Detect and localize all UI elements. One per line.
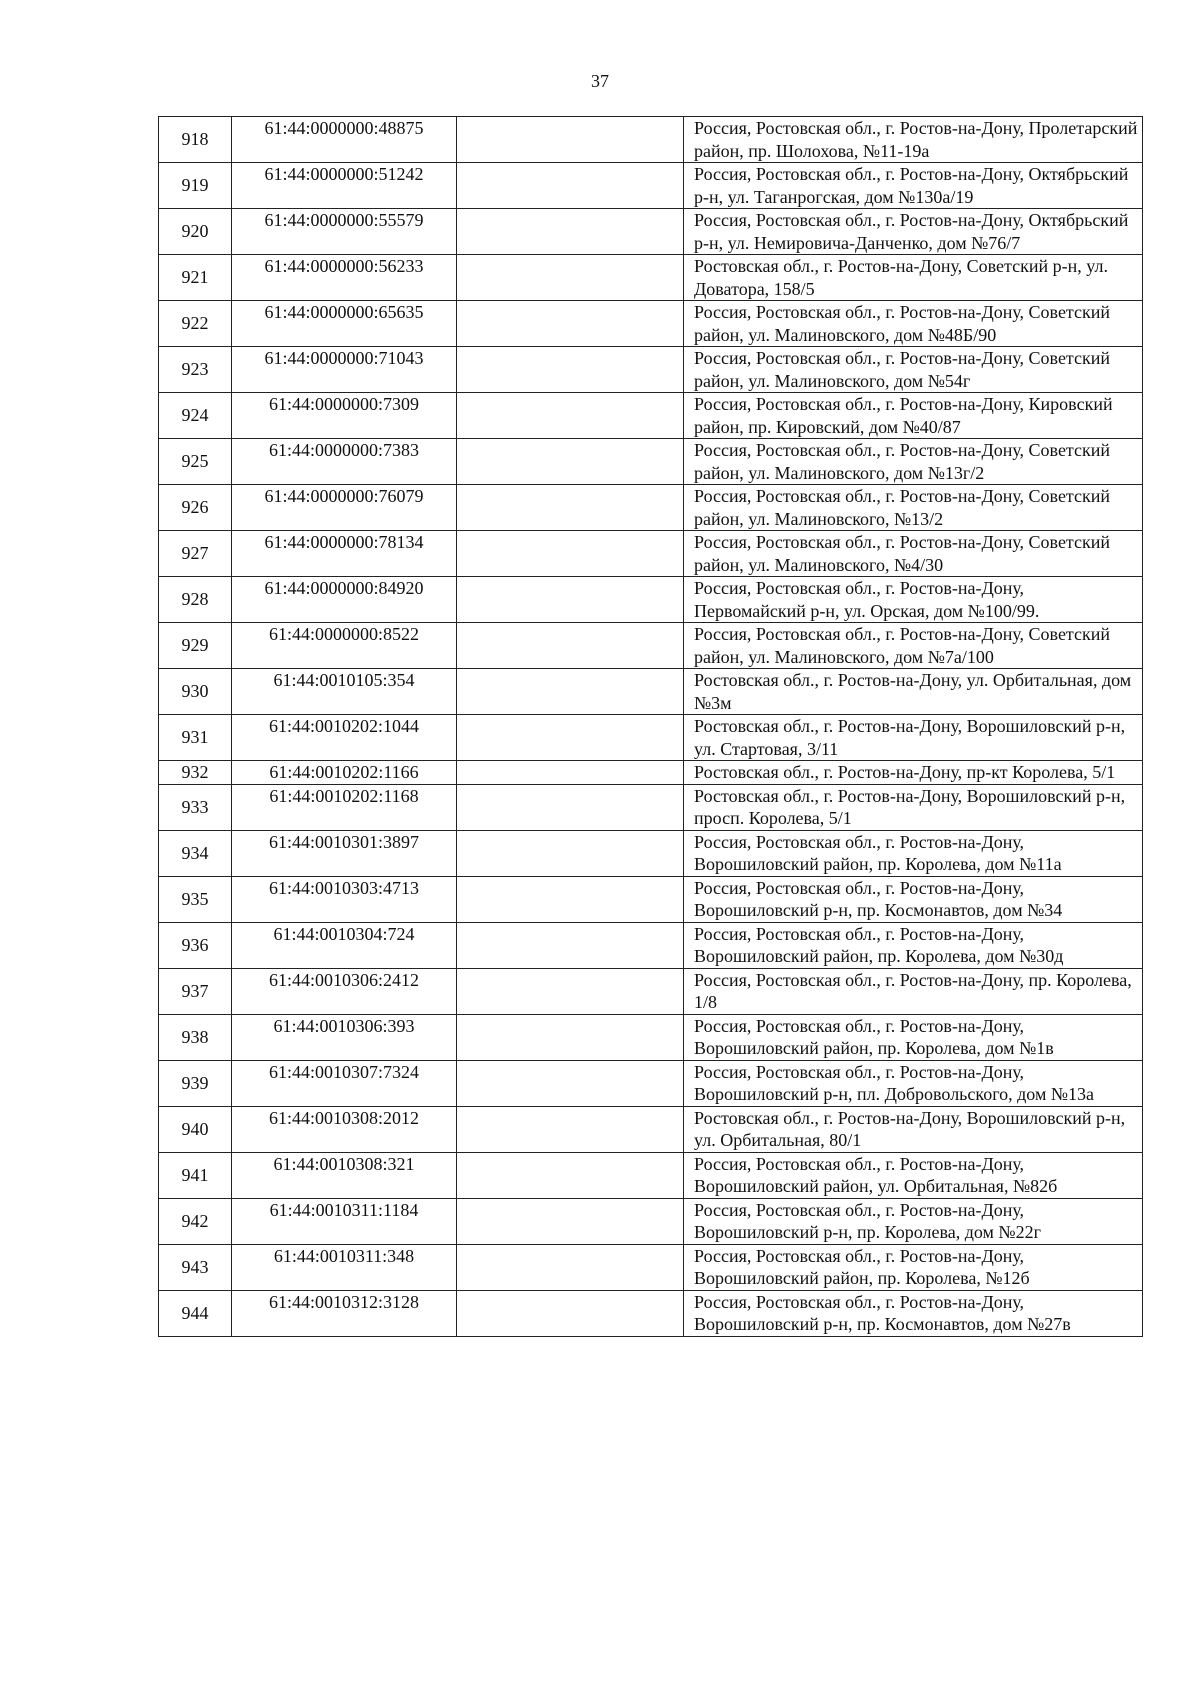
row-number-cell: 929 — [159, 623, 232, 669]
blank-cell — [457, 784, 684, 830]
page-number: 37 — [591, 71, 609, 91]
address-cell: Ростовская обл., г. Ростов-на-Дону, пр-кт Королева, 5/1 — [684, 761, 1143, 785]
table-row — [159, 117, 1143, 163]
table-row — [159, 301, 1143, 347]
cadastral-number-cell: 61:44:0000000:51242 — [232, 163, 457, 209]
blank-cell — [457, 577, 684, 623]
address-cell: Россия, Ростовская обл., г. Ростов-на-Дону, Советский район, ул. Малиновского, №4/30 — [684, 531, 1143, 577]
table-row — [159, 347, 1143, 393]
address-cell: Ростовская обл., г. Ростов-на-Дону, Ворошиловский р-н, ул. Стартовая, 3/11 — [684, 715, 1143, 761]
cadastral-number-cell: 61:44:0010306:2412 — [232, 968, 457, 1014]
table-row — [159, 968, 1143, 1014]
table-row — [159, 1152, 1143, 1198]
cadastral-number-cell: 61:44:0000000:7383 — [232, 439, 457, 485]
row-number-cell: 944 — [159, 1290, 232, 1336]
blank-cell — [457, 255, 684, 301]
cadastral-number-cell: 61:44:0010202:1166 — [232, 761, 457, 785]
row-number-cell: 923 — [159, 347, 232, 393]
blank-cell — [457, 347, 684, 393]
row-number-cell: 925 — [159, 439, 232, 485]
registry-table-body — [159, 117, 1143, 1337]
table-row — [159, 531, 1143, 577]
table-row — [159, 922, 1143, 968]
table-row — [159, 1106, 1143, 1152]
address-cell: Россия, Ростовская обл., г. Ростов-на-Дону, Ворошиловский район, пр. Королева, №12б — [684, 1244, 1143, 1290]
table-row — [159, 393, 1143, 439]
blank-cell — [457, 485, 684, 531]
address-cell: Россия, Ростовская обл., г. Ростов-на-Дону, Ворошиловский район, пр. Королева, дом №11а — [684, 830, 1143, 876]
blank-cell — [457, 1106, 684, 1152]
table-row — [159, 784, 1143, 830]
table-row — [159, 876, 1143, 922]
address-cell: Россия, Ростовская обл., г. Ростов-на-Дону, Советский район, ул. Малиновского, дом №13г/2 — [684, 439, 1143, 485]
row-number-cell: 939 — [159, 1060, 232, 1106]
blank-cell — [457, 531, 684, 577]
address-cell: Ростовская обл., г. Ростов-на-Дону, Советский р-н, ул. Доватора, 158/5 — [684, 255, 1143, 301]
blank-cell — [457, 439, 684, 485]
cadastral-number-cell: 61:44:0010312:3128 — [232, 1290, 457, 1336]
blank-cell — [457, 301, 684, 347]
address-cell: Россия, Ростовская обл., г. Ростов-на-Дону, Кировский район, пр. Кировский, дом №40/87 — [684, 393, 1143, 439]
cadastral-number-cell: 61:44:0000000:7309 — [232, 393, 457, 439]
row-number-cell: 924 — [159, 393, 232, 439]
blank-cell — [457, 1198, 684, 1244]
address-cell: Россия, Ростовская обл., г. Ростов-на-Дону, Пролетарский район, пр. Шолохова, №11-19а — [684, 117, 1143, 163]
row-number-cell: 920 — [159, 209, 232, 255]
row-number-cell: 931 — [159, 715, 232, 761]
cadastral-number-cell: 61:44:0010301:3897 — [232, 830, 457, 876]
table-row — [159, 439, 1143, 485]
cadastral-number-cell: 61:44:0010202:1168 — [232, 784, 457, 830]
blank-cell — [457, 623, 684, 669]
address-cell: Россия, Ростовская обл., г. Ростов-на-Дону, Ворошиловский район, пр. Королева, дом №30д — [684, 922, 1143, 968]
table-row — [159, 1060, 1143, 1106]
cadastral-number-cell: 61:44:0010311:348 — [232, 1244, 457, 1290]
blank-cell — [457, 163, 684, 209]
address-cell: Россия, Ростовская обл., г. Ростов-на-Дону, Советский район, ул. Малиновского, дом №7а/100 — [684, 623, 1143, 669]
table-row — [159, 715, 1143, 761]
row-number-cell: 943 — [159, 1244, 232, 1290]
address-cell: Россия, Ростовская обл., г. Ростов-на-Дону, Ворошиловский р-н, пр. Королева, дом №22г — [684, 1198, 1143, 1244]
row-number-cell: 941 — [159, 1152, 232, 1198]
address-cell: Россия, Ростовская обл., г. Ростов-на-Дону, пр. Королева, 1/8 — [684, 968, 1143, 1014]
cadastral-number-cell: 61:44:0000000:65635 — [232, 301, 457, 347]
cadastral-number-cell: 61:44:0010303:4713 — [232, 876, 457, 922]
cadastral-number-cell: 61:44:0000000:84920 — [232, 577, 457, 623]
row-number-cell: 918 — [159, 117, 232, 163]
cadastral-number-cell: 61:44:0000000:78134 — [232, 531, 457, 577]
table-row — [159, 1014, 1143, 1060]
address-cell: Ростовская обл., г. Ростов-на-Дону, Ворошиловский р-н, ул. Орбитальная, 80/1 — [684, 1106, 1143, 1152]
row-number-cell: 930 — [159, 669, 232, 715]
address-cell: Россия, Ростовская обл., г. Ростов-на-Дону, Ворошиловский р-н, пр. Космонавтов, дом №27в — [684, 1290, 1143, 1336]
blank-cell — [457, 876, 684, 922]
blank-cell — [457, 1014, 684, 1060]
blank-cell — [457, 968, 684, 1014]
row-number-cell: 940 — [159, 1106, 232, 1152]
cadastral-number-cell: 61:44:0010306:393 — [232, 1014, 457, 1060]
table-row — [159, 623, 1143, 669]
address-cell: Россия, Ростовская обл., г. Ростов-на-Дону, Октябрьский р-н, ул. Таганрогская, дом №130а/19 — [684, 163, 1143, 209]
table-row — [159, 669, 1143, 715]
cadastral-number-cell: 61:44:0000000:48875 — [232, 117, 457, 163]
table-row — [159, 1198, 1143, 1244]
cadastral-number-cell: 61:44:0010311:1184 — [232, 1198, 457, 1244]
table-row — [159, 830, 1143, 876]
row-number-cell: 928 — [159, 577, 232, 623]
blank-cell — [457, 922, 684, 968]
cadastral-number-cell: 61:44:0010308:2012 — [232, 1106, 457, 1152]
cadastral-number-cell: 61:44:0010308:321 — [232, 1152, 457, 1198]
row-number-cell: 919 — [159, 163, 232, 209]
address-cell: Ростовская обл., г. Ростов-на-Дону, ул. Орбитальная, дом №3м — [684, 669, 1143, 715]
address-cell: Россия, Ростовская обл., г. Ростов-на-Дону, Ворошиловский район, ул. Орбитальная, №82б — [684, 1152, 1143, 1198]
row-number-cell: 922 — [159, 301, 232, 347]
row-number-cell: 942 — [159, 1198, 232, 1244]
table-row — [159, 209, 1143, 255]
blank-cell — [457, 715, 684, 761]
row-number-cell: 933 — [159, 784, 232, 830]
cadastral-number-cell: 61:44:0000000:56233 — [232, 255, 457, 301]
blank-cell — [457, 830, 684, 876]
cadastral-number-cell: 61:44:0010304:724 — [232, 922, 457, 968]
blank-cell — [457, 1244, 684, 1290]
address-cell: Россия, Ростовская обл., г. Ростов-на-Дону, Советский район, ул. Малиновского, дом №48Б/90 — [684, 301, 1143, 347]
address-cell: Россия, Ростовская обл., г. Ростов-на-Дону, Ворошиловский р-н, пл. Добровольского, дом №13а — [684, 1060, 1143, 1106]
table-row — [159, 485, 1143, 531]
blank-cell — [457, 1290, 684, 1336]
address-cell: Россия, Ростовская обл., г. Ростов-на-Дону, Ворошиловский р-н, пр. Космонавтов, дом №34 — [684, 876, 1143, 922]
blank-cell — [457, 1152, 684, 1198]
row-number-cell: 937 — [159, 968, 232, 1014]
table-row — [159, 1290, 1143, 1336]
row-number-cell: 935 — [159, 876, 232, 922]
address-cell: Россия, Ростовская обл., г. Ростов-на-Дону, Октябрьский р-н, ул. Немировича-Данченко, дом №76/7 — [684, 209, 1143, 255]
table-row — [159, 1244, 1143, 1290]
row-number-cell: 934 — [159, 830, 232, 876]
row-number-cell: 921 — [159, 255, 232, 301]
address-cell: Ростовская обл., г. Ростов-на-Дону, Ворошиловский р-н, просп. Королева, 5/1 — [684, 784, 1143, 830]
row-number-cell: 938 — [159, 1014, 232, 1060]
address-cell: Россия, Ростовская обл., г. Ростов-на-Дону, Советский район, ул. Малиновского, дом №54г — [684, 347, 1143, 393]
blank-cell — [457, 1060, 684, 1106]
cadastral-number-cell: 61:44:0000000:55579 — [232, 209, 457, 255]
blank-cell — [457, 669, 684, 715]
row-number-cell: 936 — [159, 922, 232, 968]
row-number-cell: 932 — [159, 761, 232, 785]
blank-cell — [457, 209, 684, 255]
address-cell: Россия, Ростовская обл., г. Ростов-на-Дону, Ворошиловский район, пр. Королева, дом №1в — [684, 1014, 1143, 1060]
cadastral-number-cell: 61:44:0000000:76079 — [232, 485, 457, 531]
cadastral-number-cell: 61:44:0000000:8522 — [232, 623, 457, 669]
row-number-cell: 927 — [159, 531, 232, 577]
blank-cell — [457, 761, 684, 785]
row-number-cell: 926 — [159, 485, 232, 531]
table-row — [159, 255, 1143, 301]
blank-cell — [457, 117, 684, 163]
table-row — [159, 577, 1143, 623]
cadastral-number-cell: 61:44:0010307:7324 — [232, 1060, 457, 1106]
blank-cell — [457, 393, 684, 439]
cadastral-number-cell: 61:44:0000000:71043 — [232, 347, 457, 393]
table-row — [159, 163, 1143, 209]
address-cell: Россия, Ростовская обл., г. Ростов-на-Дону, Советский район, ул. Малиновского, №13/2 — [684, 485, 1143, 531]
table-row — [159, 761, 1143, 785]
cadastral-number-cell: 61:44:0010202:1044 — [232, 715, 457, 761]
cadastral-number-cell: 61:44:0010105:354 — [232, 669, 457, 715]
registry-table — [158, 116, 1143, 1337]
address-cell: Россия, Ростовская обл., г. Ростов-на-Дону, Первомайский р-н, ул. Орская, дом №100/99. — [684, 577, 1143, 623]
